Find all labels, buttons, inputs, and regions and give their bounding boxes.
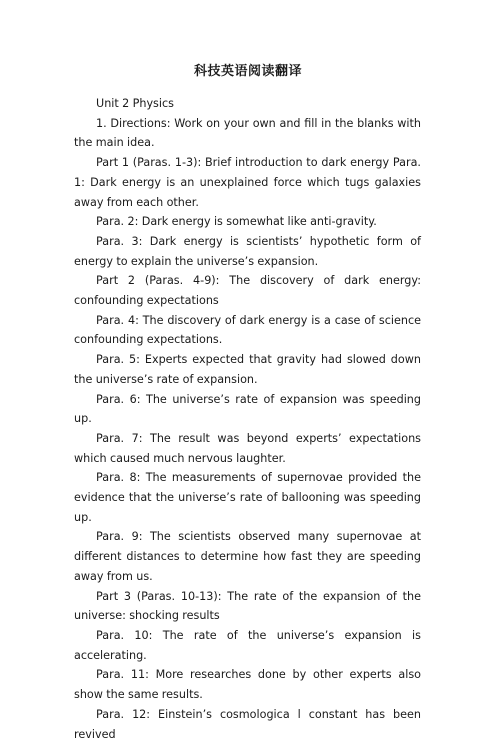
document-body bbox=[74, 94, 421, 744]
paragraph-para-3: Para. 3: Dark energy is scientists’ hypothetic form of energy to explain the universe’s expansion. bbox=[74, 234, 421, 268]
paragraph-part-2: Part 2 (Paras. 4-9): The discovery of dark energy: confounding expectations bbox=[74, 274, 421, 308]
paragraph-para-2: Para. 2: Dark energy is somewhat like anti-gravity. bbox=[96, 215, 377, 229]
paragraph-para-4: Para. 4: The discovery of dark energy is a case of science confounding expectations. bbox=[74, 313, 421, 347]
paragraph-para-9: Para. 9: The scientists observed many supernovae at different distances to determine how fast they are speeding away from us. bbox=[74, 530, 421, 583]
paragraph-para-12: Para. 12: Einstein’s cosmologica l constant has been revived bbox=[74, 707, 421, 741]
document-title: 科技英语阅读翻译 bbox=[193, 64, 302, 79]
paragraph-para-5: Para. 5: Experts expected that gravity had slowed down the universe’s rate of expansion. bbox=[74, 353, 421, 386]
paragraph-para-10: Para. 10: The rate of the universe’s expansion is accelerating. bbox=[74, 628, 421, 662]
paragraph-para-8: Para. 8: The measurements of supernovae provided the evidence that the universe’s rate of ballooning was speeding up. bbox=[74, 471, 421, 524]
paragraph-unit-heading: Unit 2 Physics bbox=[96, 97, 174, 110]
paragraph-para-11: Para. 11: More researches done by other experts also show the same results. bbox=[74, 668, 421, 702]
paragraph-part-3: Part 3 (Paras. 10-13): The rate of the expansion of the universe: shocking results bbox=[74, 589, 421, 623]
paragraph-directions: 1. Directions: Work on your own and fill in the blanks with the main idea. bbox=[74, 116, 421, 150]
paragraph-para-7: Para. 7: The result was beyond experts’ expectations which caused much nervous laughter. bbox=[74, 431, 421, 465]
paragraph-para-6: Para. 6: The universe’s rate of expansion was speeding up. bbox=[74, 392, 421, 426]
paragraph-part-1: Part 1 (Paras. 1-3): Brief introduction to dark energy Para. 1: Dark energy is an unexplained force which tugs galaxies away from each other. bbox=[74, 156, 421, 209]
